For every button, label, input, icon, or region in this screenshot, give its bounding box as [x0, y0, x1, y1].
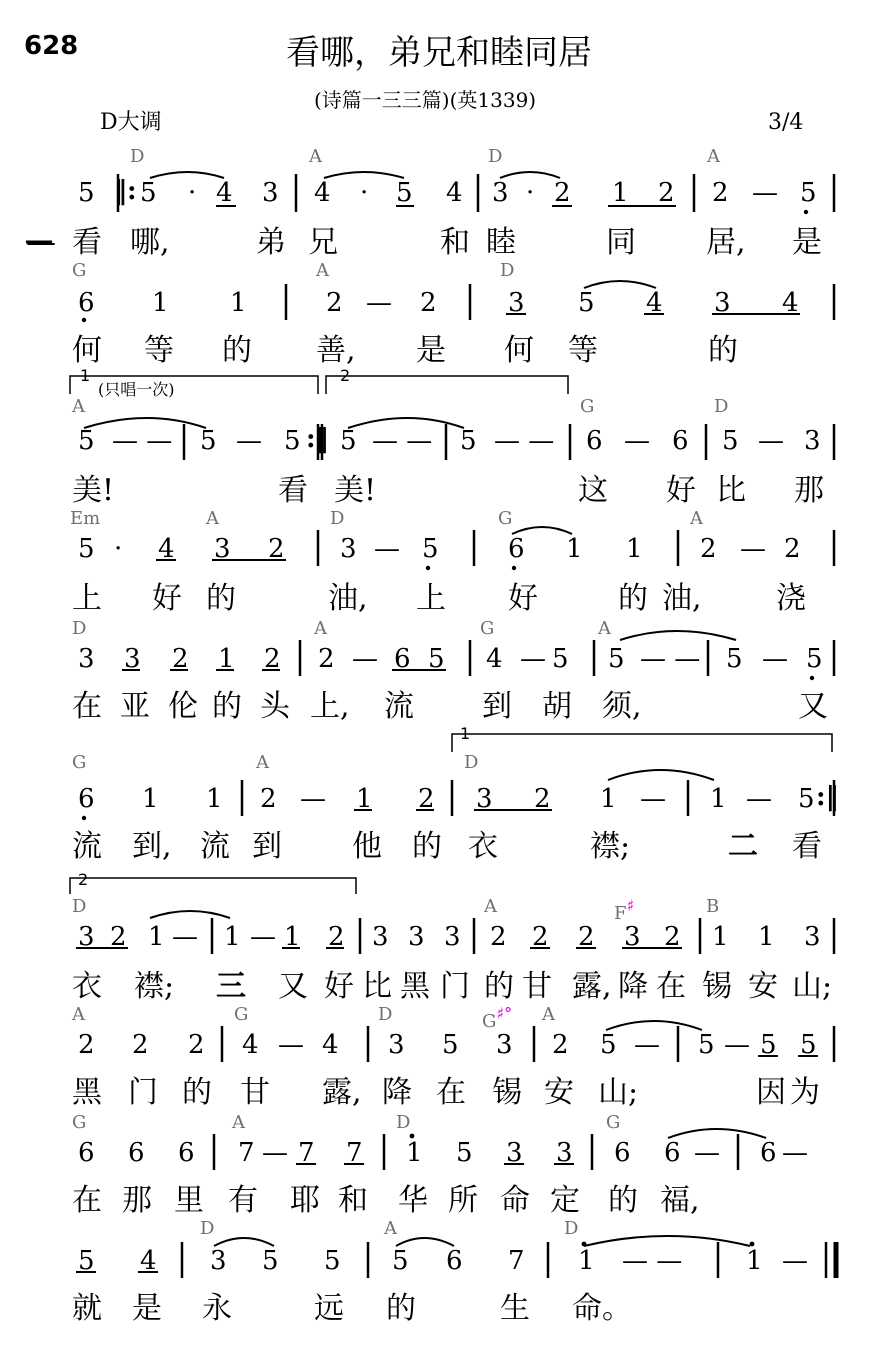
dash: —: [634, 1030, 660, 1060]
note: 4: [322, 1030, 339, 1060]
note: 6: [178, 1138, 195, 1168]
dash: —: [640, 784, 666, 814]
note: 6: [446, 1246, 463, 1276]
note: 2: [172, 644, 189, 674]
volta-1-number: 1: [460, 724, 471, 743]
note: 5: [722, 426, 739, 456]
note: 5: [392, 1246, 409, 1276]
note: 2: [664, 922, 681, 952]
note: 2: [260, 784, 277, 814]
note: 3: [444, 922, 461, 952]
note: 2: [552, 1030, 569, 1060]
dash: — —: [494, 426, 555, 456]
note: 3: [408, 922, 425, 952]
note: 6: [760, 1138, 777, 1168]
dash: —: [724, 1030, 750, 1060]
note: 5: [578, 288, 595, 318]
chord-label: A: [707, 146, 720, 167]
note: 2: [268, 534, 285, 564]
volta-1-number: 1: [80, 366, 91, 385]
repeat-end: :‖: [816, 782, 839, 812]
dash: —: [740, 534, 766, 564]
note: 1: [746, 1246, 763, 1276]
chord-label: B: [706, 896, 720, 917]
chord-label: A: [206, 508, 219, 529]
chord-label: G: [72, 260, 87, 281]
note: 4: [140, 1246, 157, 1276]
dash: — —: [622, 1246, 683, 1276]
note: 2: [110, 922, 127, 952]
note: 1: [406, 1138, 423, 1168]
dot: ·: [360, 178, 369, 208]
time-signature: 3/4: [768, 110, 804, 135]
note: 4: [486, 644, 503, 674]
note: 2: [712, 178, 729, 208]
dash: —: [366, 288, 392, 318]
note: 3: [78, 644, 95, 674]
chord-label: G♯°: [482, 1004, 513, 1032]
note: 2: [78, 1030, 95, 1060]
note: 1: [626, 534, 643, 564]
note: 1: [712, 922, 729, 952]
dot: ·: [526, 178, 535, 208]
chord-label: G: [606, 1112, 621, 1133]
note: 5: [262, 1246, 279, 1276]
note: 5: [800, 178, 817, 208]
note: 7: [346, 1138, 363, 1168]
note: 2: [318, 644, 335, 674]
note: 6: [78, 1138, 95, 1168]
chord-label: A: [232, 1112, 245, 1133]
chord-label: A: [72, 396, 85, 417]
dash: —: [782, 1138, 808, 1168]
note: 5: [78, 534, 95, 564]
note: 1: [224, 922, 241, 952]
note: 6: [672, 426, 689, 456]
chord-label: D: [714, 396, 729, 417]
volta-1-note: (只唱一次): [98, 380, 175, 399]
note: 1: [578, 1246, 595, 1276]
note: 6: [664, 1138, 681, 1168]
note: 5: [800, 1030, 817, 1060]
chord-label: G: [480, 618, 495, 639]
note: 3: [210, 1246, 227, 1276]
dash: —: [278, 1030, 304, 1060]
dash: —: [374, 534, 400, 564]
chord-label: A: [542, 1004, 555, 1025]
chord-label: D: [130, 146, 145, 167]
note: 1: [206, 784, 223, 814]
note: 3: [340, 534, 357, 564]
note: 5: [726, 644, 743, 674]
note: 2: [132, 1030, 149, 1060]
chord-label: G: [72, 1112, 87, 1133]
note: 3: [372, 922, 389, 952]
note: 6: [614, 1138, 631, 1168]
note: 2: [532, 922, 549, 952]
key-signature: D大调: [100, 110, 162, 135]
note: 5: [422, 534, 439, 564]
note: 3: [714, 288, 731, 318]
dash: —: [746, 784, 772, 814]
volta-2-number: 2: [78, 870, 89, 889]
chord-label: G: [580, 396, 595, 417]
note: 3: [262, 178, 279, 208]
note: 2: [700, 534, 717, 564]
note: 5: [284, 426, 301, 456]
note: 5: [798, 784, 815, 814]
note: 5: [78, 1246, 95, 1276]
dash: — —: [372, 426, 433, 456]
note: 5: [442, 1030, 459, 1060]
dash: —: [172, 922, 198, 952]
chord-label: G: [72, 752, 87, 773]
dash: —: [762, 644, 788, 674]
chord-label: A: [484, 896, 497, 917]
note: 5: [760, 1030, 777, 1060]
note: 5: [600, 1030, 617, 1060]
note: 1: [284, 922, 301, 952]
note: 3: [476, 784, 493, 814]
note: 6: [78, 784, 95, 814]
chord-label: D: [330, 508, 345, 529]
note: 3: [78, 922, 95, 952]
note: 2: [784, 534, 801, 564]
note: 6: [586, 426, 603, 456]
dash: —: [262, 1138, 288, 1168]
note: 4: [216, 178, 233, 208]
chord-label: A: [314, 618, 327, 639]
note: 1: [148, 922, 165, 952]
note: 3: [556, 1138, 573, 1168]
note: 3: [214, 534, 231, 564]
dash: —: [250, 922, 276, 952]
chord-label: D: [378, 1004, 393, 1025]
note: 2: [420, 288, 437, 318]
note: 7: [238, 1138, 255, 1168]
chord-label: G: [234, 1004, 249, 1025]
note: 5: [78, 426, 95, 456]
note: 2: [490, 922, 507, 952]
chord-label: A: [256, 752, 269, 773]
note: 4: [314, 178, 331, 208]
chord-label: D: [500, 260, 515, 281]
dash: — —: [640, 644, 701, 674]
note: 4: [646, 288, 663, 318]
note: 6: [78, 288, 95, 318]
note: 1: [612, 178, 629, 208]
note: 4: [242, 1030, 259, 1060]
chord-label: A: [598, 618, 611, 639]
dash: —: [520, 644, 546, 674]
note: 2: [554, 178, 571, 208]
note: 5: [200, 426, 217, 456]
note: 5: [140, 178, 157, 208]
note: 4: [782, 288, 799, 318]
chord-label: Em: [70, 508, 101, 529]
note: 5: [698, 1030, 715, 1060]
note: 1: [230, 288, 247, 318]
note: 2: [418, 784, 435, 814]
dash: —: [782, 1246, 808, 1276]
note: 5: [456, 1138, 473, 1168]
note: 6: [394, 644, 411, 674]
note: 1: [600, 784, 617, 814]
note: 1: [218, 644, 235, 674]
chord-label: D: [488, 146, 503, 167]
volta-2-number: 2: [340, 366, 351, 385]
dash: —: [752, 178, 778, 208]
note: 2: [188, 1030, 205, 1060]
note: 1: [356, 784, 373, 814]
note: 2: [578, 922, 595, 952]
note: 5: [324, 1246, 341, 1276]
dash: —: [694, 1138, 720, 1168]
chord-label: A: [72, 1004, 85, 1025]
note: 4: [446, 178, 463, 208]
dash: —: [624, 426, 650, 456]
note: 3: [506, 1138, 523, 1168]
note: 5: [806, 644, 823, 674]
chord-label: D: [72, 618, 87, 639]
dash: —: [758, 426, 784, 456]
note: 5: [608, 644, 625, 674]
note: 3: [508, 288, 525, 318]
note: 2: [326, 288, 343, 318]
note: 5: [78, 178, 95, 208]
note: 3: [496, 1030, 513, 1060]
chord-label: D: [464, 752, 479, 773]
note: 3: [124, 644, 141, 674]
note: 1: [758, 922, 775, 952]
dash: — —: [112, 426, 173, 456]
hymn-title: 看哪，弟兄和睦同居: [286, 33, 592, 73]
dash: —: [300, 784, 326, 814]
dot: ·: [114, 534, 123, 564]
note: 2: [264, 644, 281, 674]
note: 5: [340, 426, 357, 456]
note: 1: [566, 534, 583, 564]
note: 6: [508, 534, 525, 564]
note: 5: [552, 644, 569, 674]
chord-label: D: [72, 896, 87, 917]
note: 6: [128, 1138, 145, 1168]
chord-label: D: [564, 1218, 579, 1239]
chord-label: A: [309, 146, 322, 167]
hymn-number: 628: [24, 31, 79, 61]
note: 7: [298, 1138, 315, 1168]
note: 3: [624, 922, 641, 952]
chord-label: A: [690, 508, 703, 529]
note: 3: [492, 178, 509, 208]
hymn-subtitle: (诗篇一三三篇)(英1339): [314, 88, 537, 112]
note: 2: [328, 922, 345, 952]
note: 4: [158, 534, 175, 564]
chord-label: F♯: [614, 896, 635, 924]
note: 3: [804, 426, 821, 456]
repeat-start: ‖:: [114, 176, 137, 206]
note: 5: [428, 644, 445, 674]
note: 1: [152, 288, 169, 318]
note: 3: [388, 1030, 405, 1060]
chord-label: A: [316, 260, 329, 281]
chord-label: G: [498, 508, 513, 529]
dot: ·: [188, 178, 197, 208]
note: 3: [804, 922, 821, 952]
note: 7: [508, 1246, 525, 1276]
note: 1: [710, 784, 727, 814]
note: 2: [658, 178, 675, 208]
note: 1: [142, 784, 159, 814]
note: 5: [396, 178, 413, 208]
chord-label: D: [200, 1218, 215, 1239]
chord-label: D: [396, 1112, 411, 1133]
chord-label: A: [384, 1218, 397, 1239]
note: 5: [460, 426, 477, 456]
repeat-end: :‖: [306, 424, 329, 454]
dash: —: [352, 644, 378, 674]
note: 2: [534, 784, 551, 814]
dash: —: [236, 426, 262, 456]
